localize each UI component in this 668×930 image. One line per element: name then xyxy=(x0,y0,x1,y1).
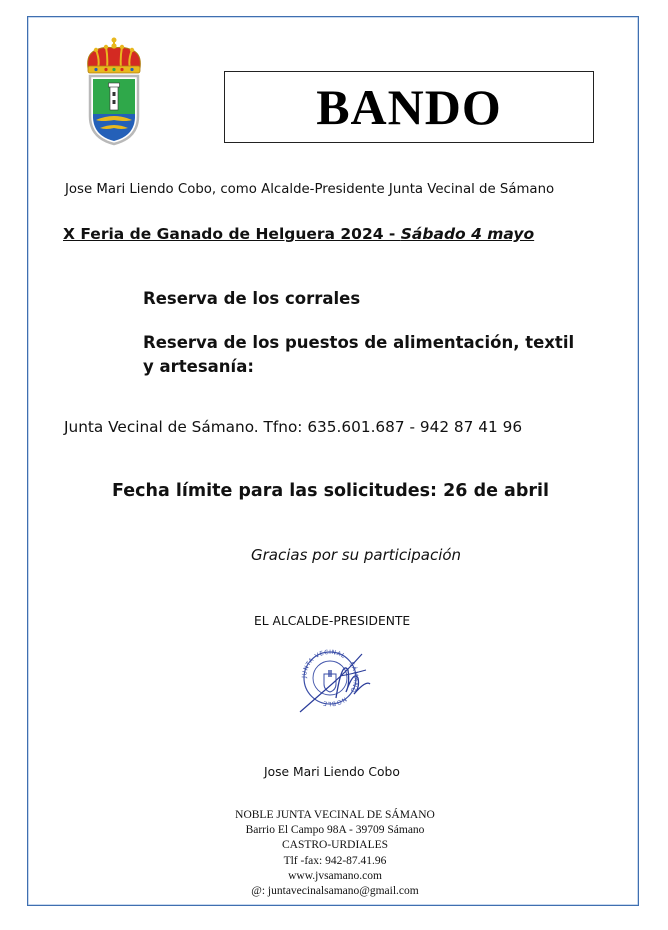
event-date: Sábado 4 mayo xyxy=(400,225,535,243)
title-box xyxy=(224,71,594,143)
crown-icon xyxy=(88,38,141,74)
intro-text: Jose Mari Liendo Cobo, como Alcalde-Presidente Junta Vecinal de Sámano xyxy=(65,182,555,197)
footer-address xyxy=(0,808,668,899)
reserva-puestos: Reserva de los puestos de alimentación, textil y artesanía: xyxy=(143,333,575,376)
footer-phone: Tlf -fax: 942-87.41.96 xyxy=(283,854,387,867)
official-stamp-icon xyxy=(296,640,374,716)
footer-org: NOBLE JUNTA VECINAL DE SÁMANO xyxy=(235,809,435,821)
contact-line: Junta Vecinal de Sámano. Tfno: 635.601.687 - 942 87 41 96 xyxy=(64,418,523,436)
footer-email: @: juntavecinalsamano@gmail.com xyxy=(251,885,419,898)
coat-of-arms-icon xyxy=(82,36,146,148)
footer-city: CASTRO-URDIALES xyxy=(281,839,389,852)
footer-web: www.jvsamano.com xyxy=(288,869,382,882)
signature-title: EL ALCALDE-PRESIDENTE xyxy=(254,614,411,628)
event-heading xyxy=(63,225,534,243)
thanks-text: Gracias por su participación xyxy=(251,546,462,564)
deadline-text: Fecha límite para las solicitudes: 26 de abril xyxy=(112,481,550,501)
shield-icon xyxy=(90,76,138,144)
reserva-corrales: Reserva de los corrales xyxy=(143,289,361,308)
page-title: BANDO xyxy=(316,79,502,135)
event-name: X Feria de Ganado de Helguera 2024 - xyxy=(63,225,401,243)
footer-address-line: Barrio El Campo 98A - 39709 Sámano xyxy=(245,824,425,837)
svg-text:JUNTA VECINAL · SÁMANO · NOBLE: JUNTA VECINAL · SÁMANO · NOBLE xyxy=(300,648,360,708)
signer-name: Jose Mari Liendo Cobo xyxy=(264,765,400,779)
